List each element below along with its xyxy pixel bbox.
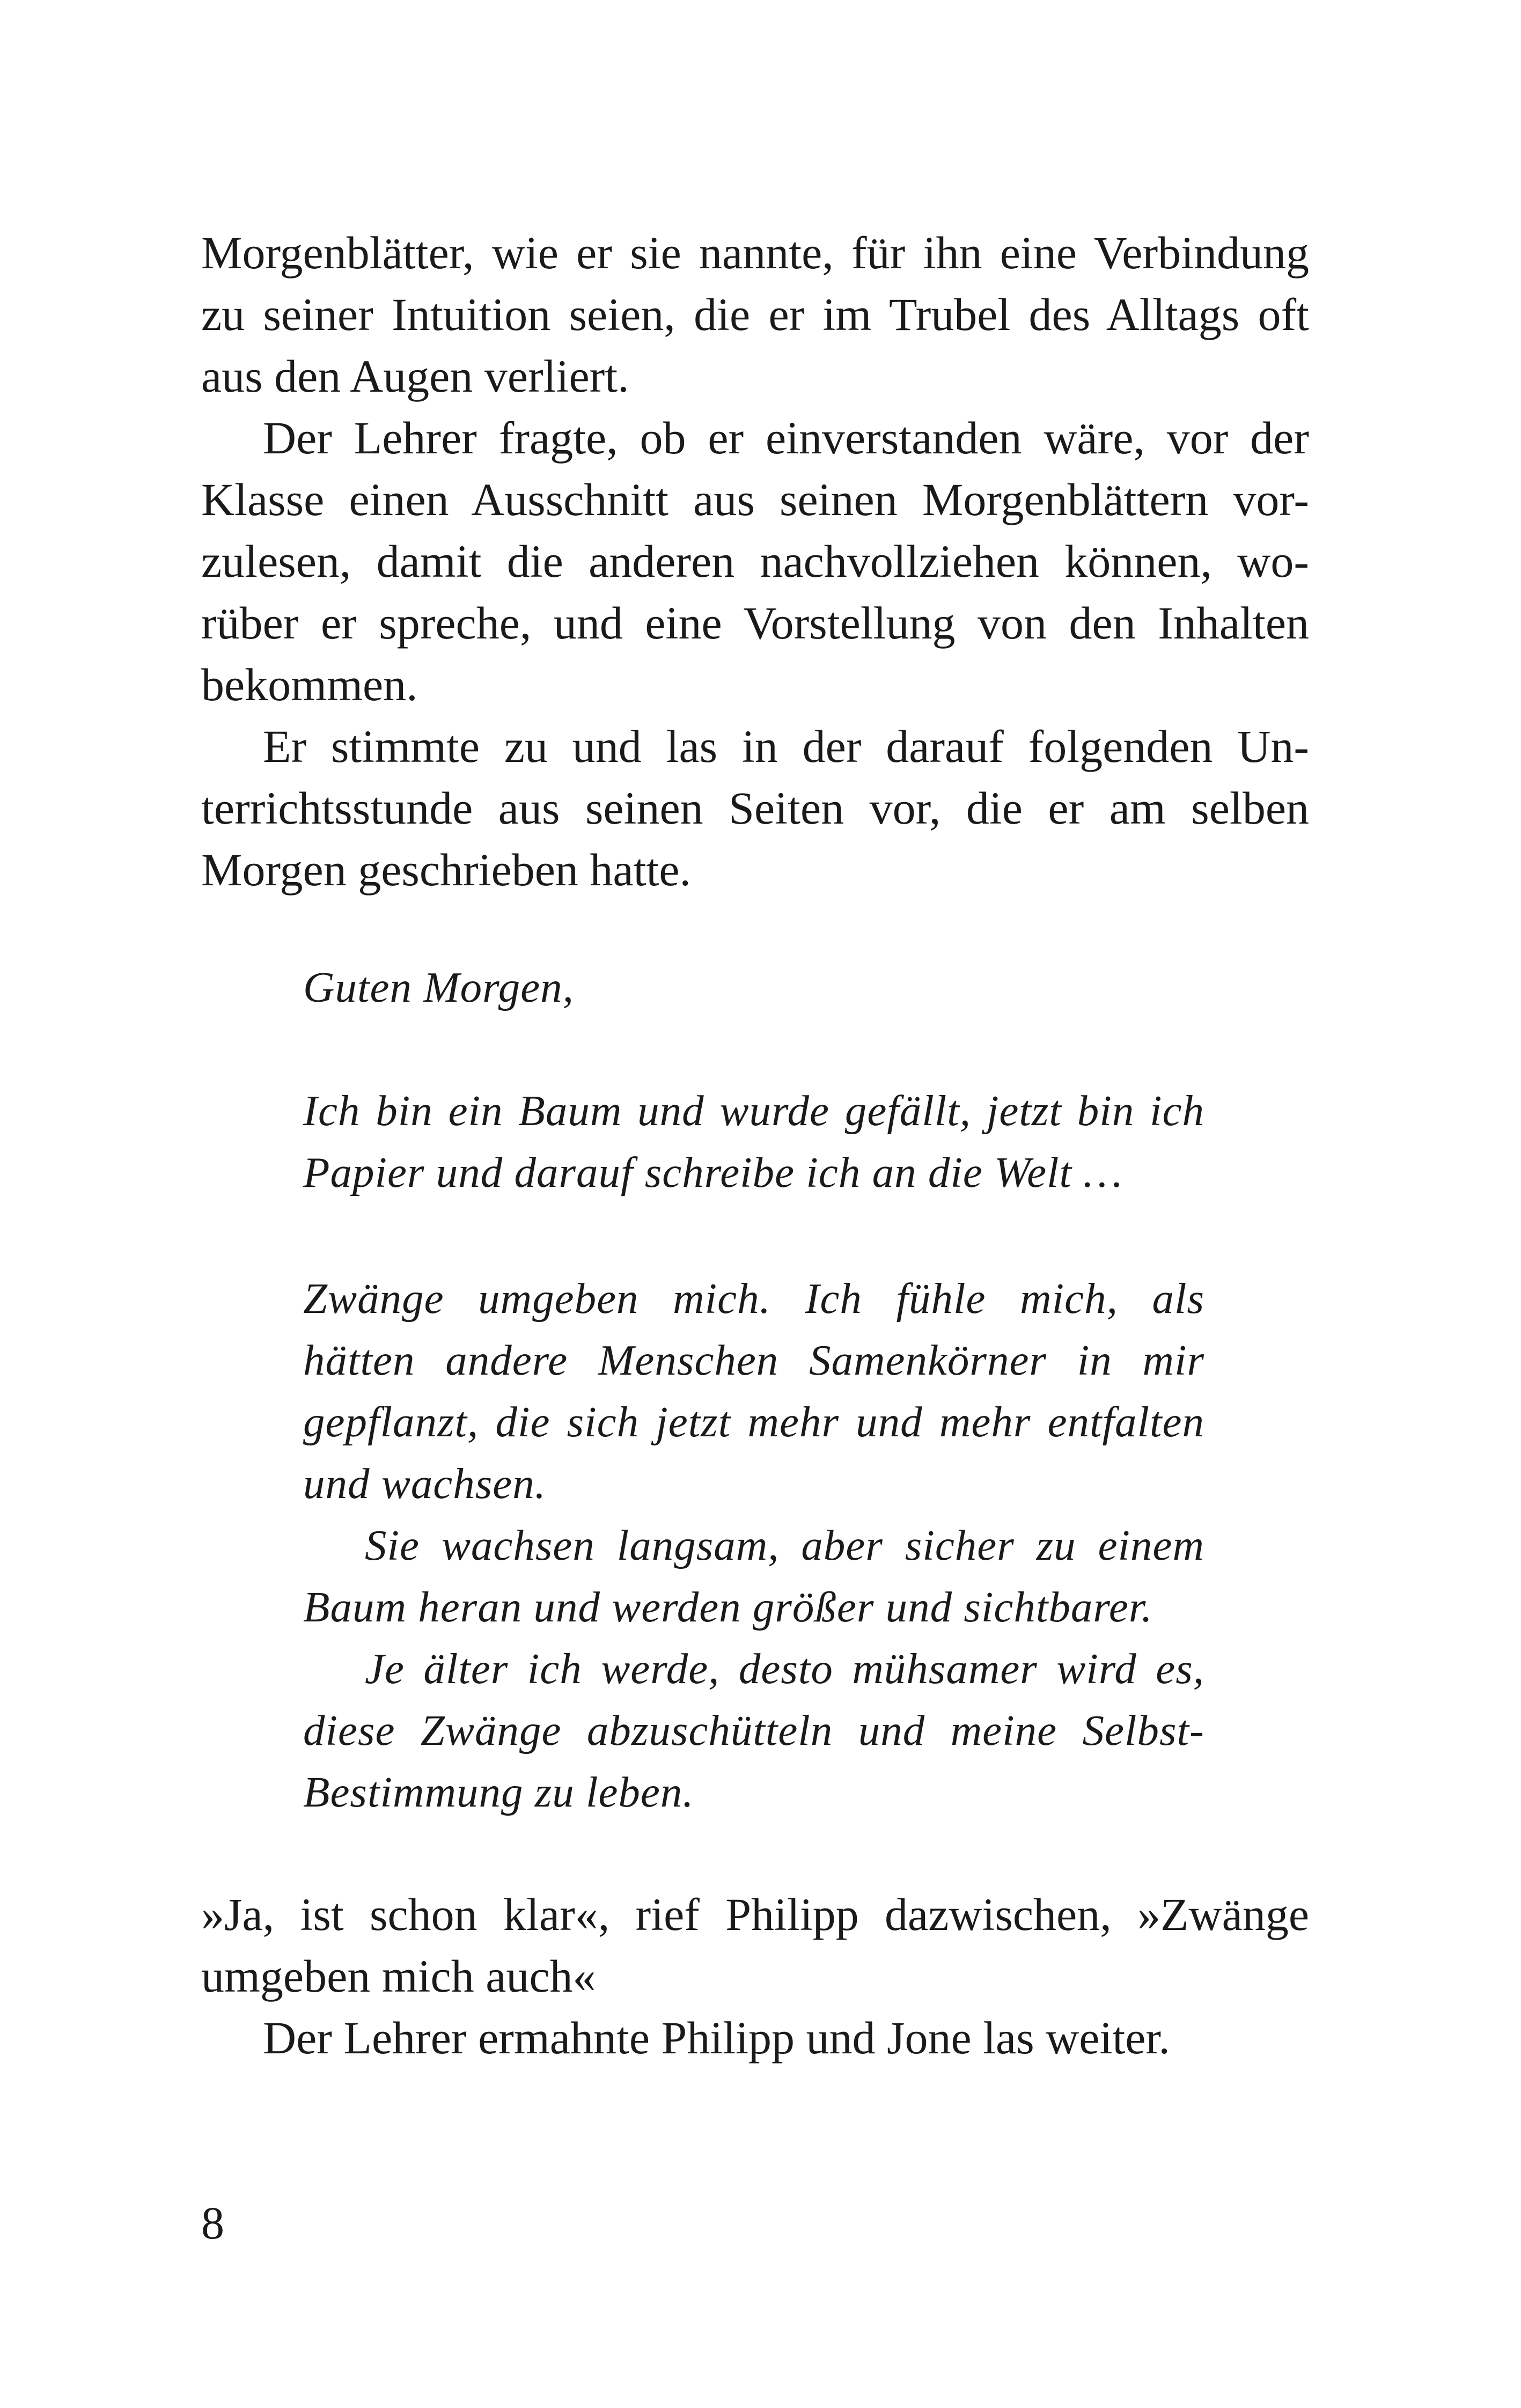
poem-line: gepflanzt, die sich jetzt mehr und mehr entfalten <box>303 1398 1204 1446</box>
body-text-line: Morgenblätter, wie er sie nannte, für ihn eine Verbindung <box>201 227 1309 278</box>
body-text-line: rüber er spreche, und eine Vorstellung von den Inhalten <box>201 597 1309 649</box>
page-number: 8 <box>201 2197 224 2249</box>
poem-line: Ich bin ein Baum und wurde gefällt, jetzt bin ich <box>303 1086 1204 1135</box>
body-text-line: bekommen. <box>201 659 418 710</box>
poem-line: Papier und darauf schreibe ich an die Welt … <box>303 1148 1123 1196</box>
body-text-line: zu seiner Intuition seien, die er im Trubel des Alltags oft <box>201 289 1309 340</box>
body-text-line: terrichtsstunde aus seinen Seiten vor, die er am selben <box>201 782 1309 834</box>
body-text-line: zulesen, damit die anderen nachvollziehen können, wo- <box>201 535 1309 587</box>
body-text-line: aus den Augen verliert. <box>201 350 629 402</box>
poem-line: Baum heran und werden größer und sichtbarer. <box>303 1583 1153 1631</box>
poem-line: Je älter ich werde, desto mühsamer wird es, <box>365 1645 1204 1693</box>
body-text-line: Morgen geschrieben hatte. <box>201 844 692 895</box>
poem-line: Bestimmung zu leben. <box>303 1768 694 1816</box>
poem-line: und wachsen. <box>303 1459 546 1508</box>
body-text-line: »Ja, ist schon klar«, rief Philipp dazwischen, »Zwänge <box>201 1889 1309 1940</box>
body-text-line: Er stimmte zu und las in der darauf folgenden Un- <box>263 721 1309 772</box>
body-text-line: Der Lehrer fragte, ob er einverstanden wäre, vor der <box>263 412 1309 464</box>
body-text-line: Klasse einen Ausschnitt aus seinen Morgenblättern vor- <box>201 474 1309 525</box>
body-text-line: Der Lehrer ermahnte Philipp und Jone las weiter. <box>263 2012 1170 2064</box>
poem-line: Zwänge umgeben mich. Ich fühle mich, als <box>303 1274 1204 1323</box>
poem-line: Sie wachsen langsam, aber sicher zu einem <box>365 1521 1204 1569</box>
poem-line: hätten andere Menschen Samenkörner in mir <box>303 1336 1204 1384</box>
poem-line: diese Zwänge abzuschütteln und meine Selbst- <box>303 1706 1204 1754</box>
poem-greeting: Guten Morgen, <box>303 963 574 1011</box>
body-text-line: umgeben mich auch« <box>201 1950 596 2002</box>
